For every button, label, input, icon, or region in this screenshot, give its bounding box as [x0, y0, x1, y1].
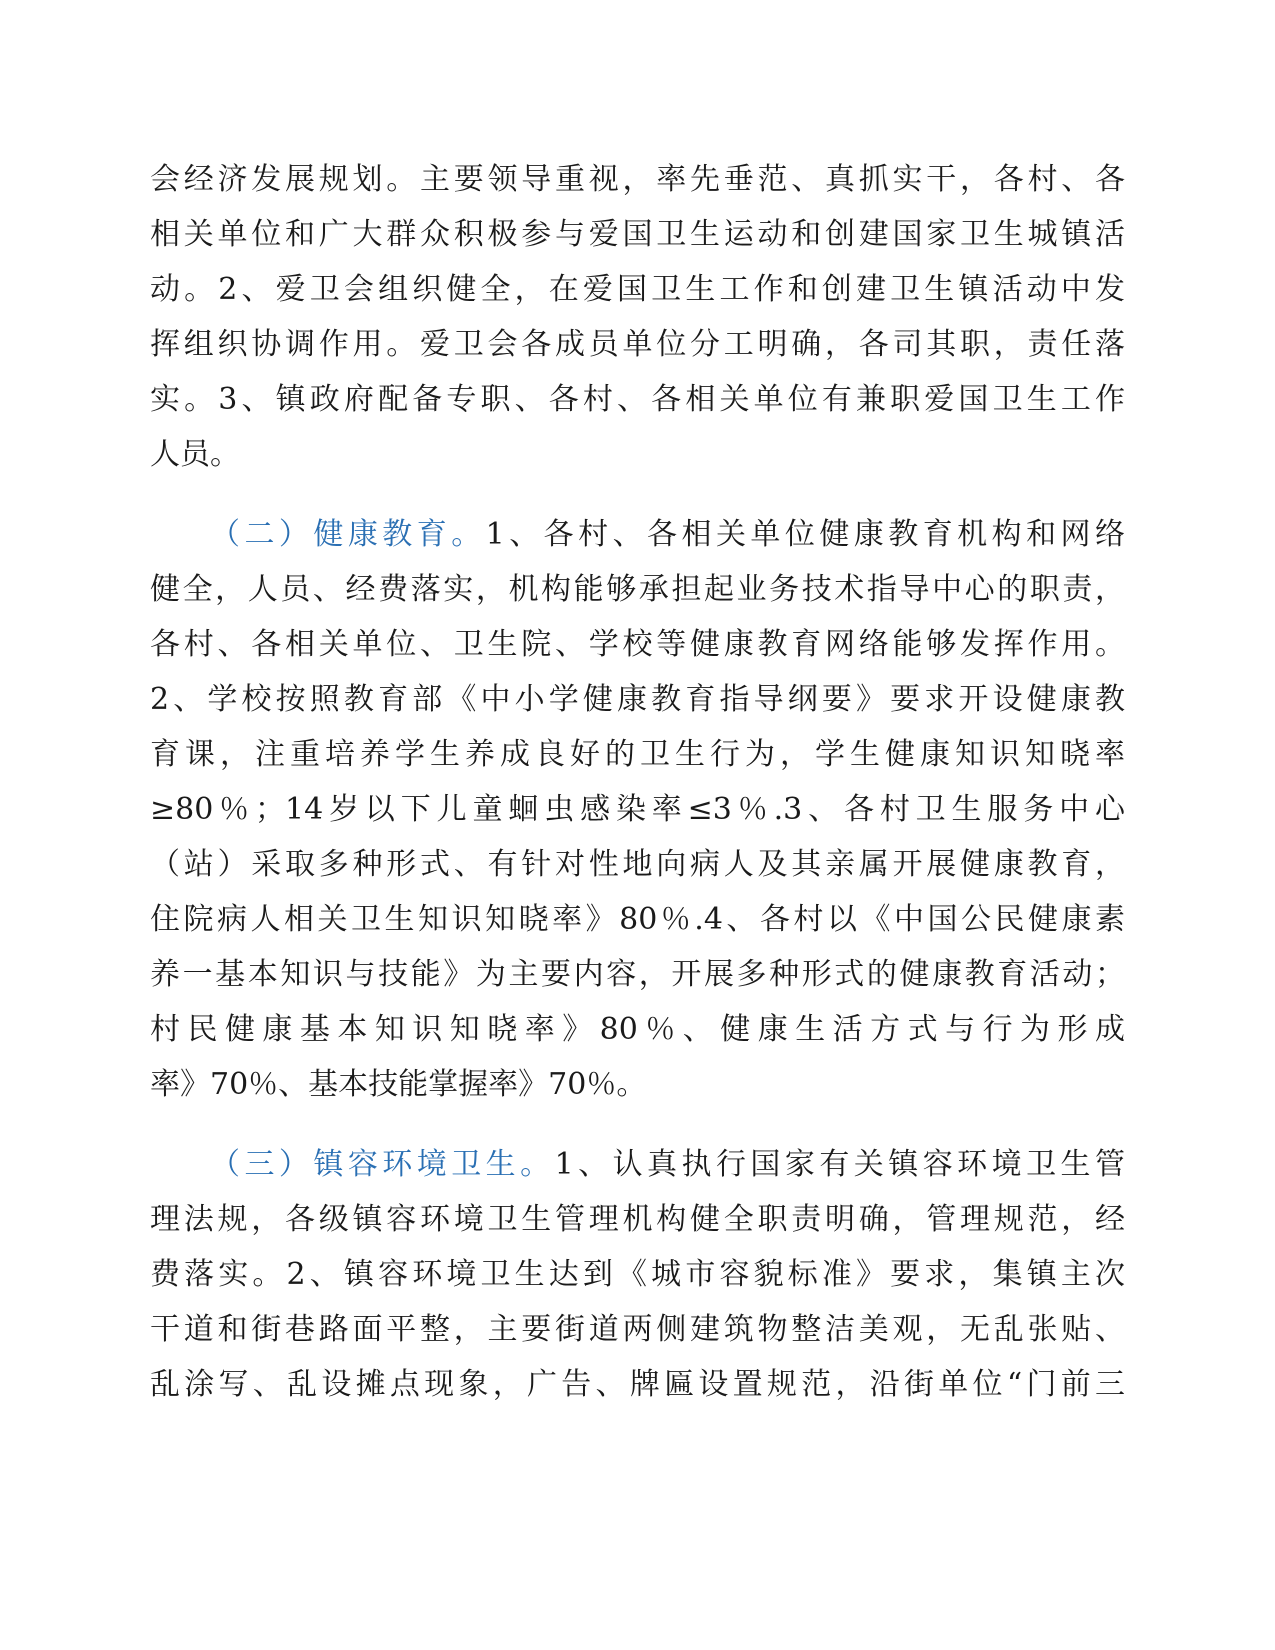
text-line: ≥80％；14岁以下儿童蛔虫感染率≤3％.3、各村卫生服务中心 — [150, 792, 1125, 827]
text-line: 干道和街巷路面平整，主要街道两侧建筑物整洁美观，无乱张贴、 — [150, 1312, 1125, 1347]
text-line: 2、学校按照教育部《中小学健康教育指导纲要》要求开设健康教 — [150, 682, 1125, 717]
text-line: 挥组织协调作用。爱卫会各成员单位分工明确，各司其职，责任落 — [150, 327, 1125, 362]
text-line: 育课，注重培养学生养成良好的卫生行为，学生健康知识知晓率 — [150, 737, 1125, 772]
text-line: 率》70％、基本技能掌握率》70％。 — [150, 1067, 647, 1102]
text-line: 动。2、爱卫会组织健全，在爱国卫生工作和创建卫生镇活动中发 — [150, 272, 1125, 307]
text-line: 养一基本知识与技能》为主要内容，开展多种形式的健康教育活动； — [150, 957, 1125, 992]
section-first-line — [210, 1145, 1125, 1185]
text-line: 费落实。2、镇容环境卫生达到《城市容貌标准》要求，集镇主次 — [150, 1257, 1125, 1292]
section-heading-town-environment: （三）镇容环境卫生。 — [210, 1147, 555, 1182]
section-first-line — [210, 515, 1125, 555]
text-line: 理法规，各级镇容环境卫生管理机构健全职责明确，管理规范，经 — [150, 1202, 1125, 1237]
text-span: 1、各村、各相关单位健康教育机构和网络 — [485, 517, 1125, 552]
text-line: 实。3、镇政府配备专职、各村、各相关单位有兼职爱国卫生工作 — [150, 382, 1125, 417]
text-line: 村民健康基本知识知晓率》80％、健康生活方式与行为形成 — [150, 1012, 1125, 1047]
text-line: 会经济发展规划。主要领导重视，率先垂范、真抓实干，各村、各 — [150, 162, 1125, 197]
text-line: 乱涂写、乱设摊点现象，广告、牌匾设置规范，沿街单位“门前三 — [150, 1367, 1125, 1402]
text-line: 各村、各相关单位、卫生院、学校等健康教育网络能够发挥作用。 — [150, 627, 1125, 662]
text-line: 相关单位和广大群众积极参与爱国卫生运动和创建国家卫生城镇活 — [150, 217, 1125, 252]
text-line: 住院病人相关卫生知识知晓率》80％.4、各村以《中国公民健康素 — [150, 902, 1125, 937]
section-heading-health-education: （二）健康教育。 — [210, 517, 486, 552]
text-line: （站）采取多种形式、有针对性地向病人及其亲属开展健康教育， — [150, 847, 1125, 882]
text-line: 人员。 — [150, 437, 240, 472]
text-span: 1、认真执行国家有关镇容环境卫生管 — [554, 1147, 1125, 1182]
text-line: 健全，人员、经费落实，机构能够承担起业务技术指导中心的职责， — [150, 572, 1125, 607]
